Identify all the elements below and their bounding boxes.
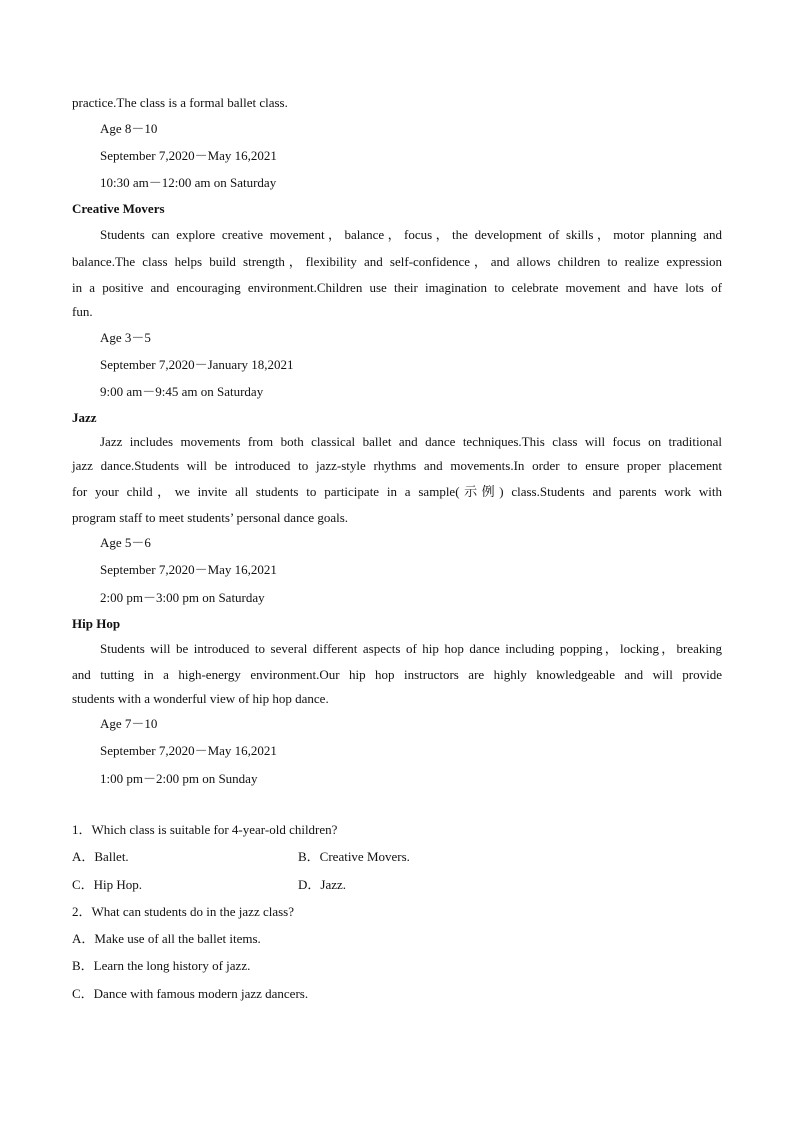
hiphop-dates: September 7,2020－May 16,2021 xyxy=(100,743,277,758)
question-2-stem: 2．What can students do in the jazz class? xyxy=(72,904,295,919)
creative-movers-line-2: balance.The class helps build strength，flexibility and self-confidence，and allows children to realize expression xyxy=(72,254,722,269)
question-2-option-a: A．Make use of all the ballet items. xyxy=(72,931,261,946)
continuation-line: practice.The class is a formal ballet class. xyxy=(72,95,288,110)
creative-movers-line-1: Students can explore creative movement，balance，focus，the development of skills，motor planning and xyxy=(100,227,722,242)
creative-movers-heading: Creative Movers xyxy=(72,201,165,216)
hiphop-heading: Hip Hop xyxy=(72,616,121,631)
hiphop-time: 1:00 pm－2:00 pm on Sunday xyxy=(100,771,258,786)
jazz-heading: Jazz xyxy=(72,410,97,425)
ballet-dates: September 7,2020－May 16,2021 xyxy=(100,148,277,163)
creative-movers-line-3: in a positive and encouraging environment.Children use their imagination to celebrate movement and have lots of xyxy=(72,280,722,295)
question-1-option-b: B．Creative Movers. xyxy=(298,849,410,864)
jazz-time: 2:00 pm－3:00 pm on Saturday xyxy=(100,590,265,605)
creative-movers-time: 9:00 am－9:45 am on Saturday xyxy=(100,384,264,399)
question-1-stem: 1．Which class is suitable for 4-year-old children? xyxy=(72,822,338,837)
hiphop-line-1: Students will be introduced to several different aspects of hip hop dance including popping，locking，breaking xyxy=(100,641,722,656)
creative-movers-age: Age 3－5 xyxy=(100,330,151,345)
creative-movers-dates: September 7,2020－January 18,2021 xyxy=(100,357,294,372)
jazz-line-4: program staff to meet students’ personal dance goals. xyxy=(72,510,349,525)
question-1-option-a: A．Ballet. xyxy=(72,849,129,864)
jazz-line-3: for your child，we invite all students to participate in a sample(示例) class.Students and parents work with xyxy=(72,484,722,499)
question-1-option-c: C．Hip Hop. xyxy=(72,877,143,892)
jazz-age: Age 5－6 xyxy=(100,535,151,550)
question-1-option-d: D．Jazz. xyxy=(298,877,347,892)
question-2-option-b: B．Learn the long history of jazz. xyxy=(72,958,251,973)
hiphop-line-3: students with a wonderful view of hip hop dance. xyxy=(72,691,329,706)
ballet-time: 10:30 am－12:00 am on Saturday xyxy=(100,175,277,190)
hiphop-line-2: and tutting in a high-energy environment.Our hip hop instructors are highly knowledgeable and will provide xyxy=(72,667,722,682)
jazz-dates: September 7,2020－May 16,2021 xyxy=(100,562,277,577)
jazz-line-1: Jazz includes movements from both classical ballet and dance techniques.This class will focus on traditional xyxy=(100,434,722,449)
hiphop-age: Age 7－10 xyxy=(100,716,158,731)
question-2-option-c: C．Dance with famous modern jazz dancers. xyxy=(72,986,309,1001)
creative-movers-line-4: fun. xyxy=(72,304,93,319)
jazz-line-2: jazz dance.Students will be introduced to jazz-style rhythms and movements.In order to ensure proper placement xyxy=(72,458,722,473)
ballet-age: Age 8－10 xyxy=(100,121,158,136)
